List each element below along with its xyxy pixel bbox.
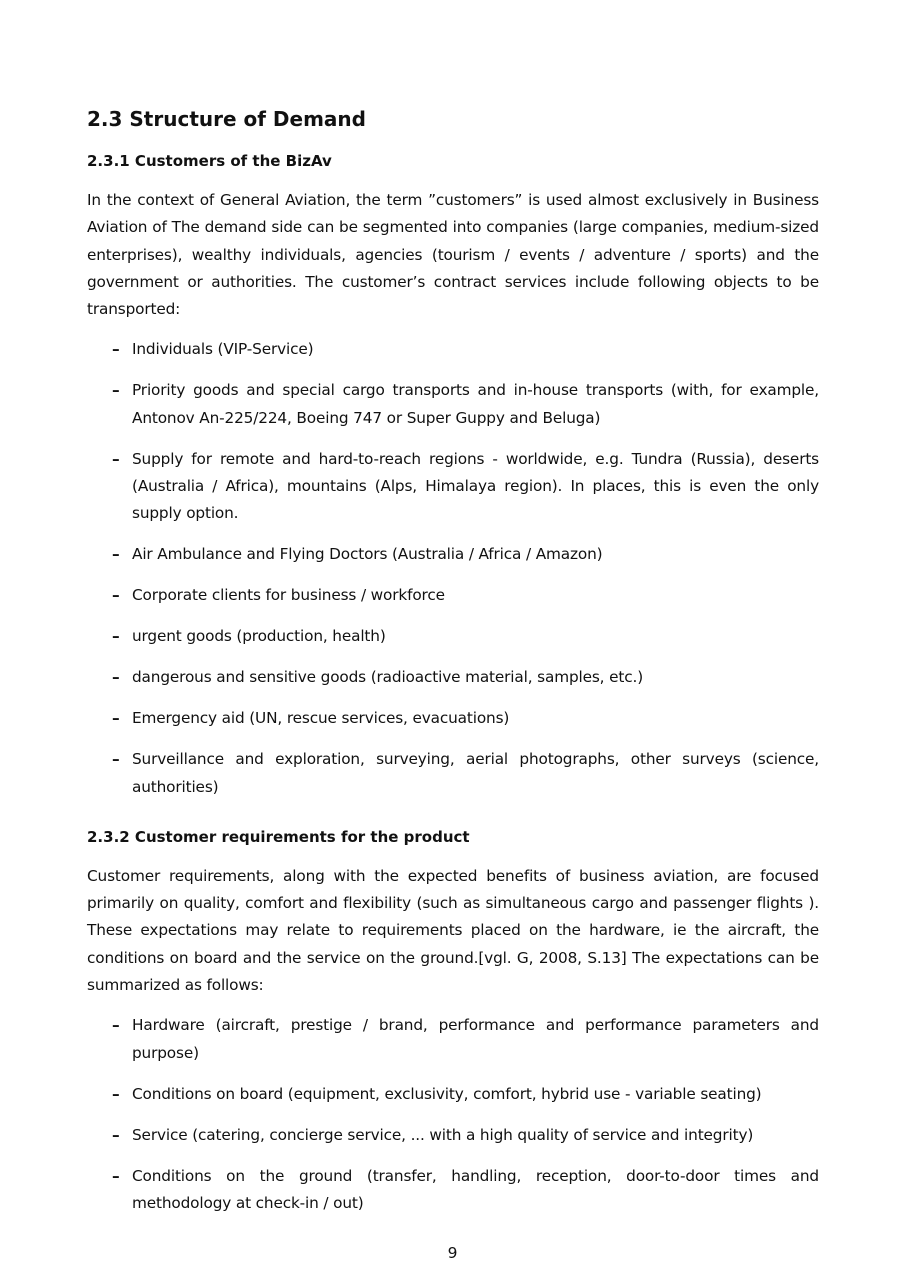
list-item [87, 336, 819, 363]
list-item [87, 541, 819, 568]
list-item-text: Conditions on board (equipment, exclusivity, comfort, hybrid use - variable seating) [132, 1084, 762, 1103]
list-item [87, 1081, 819, 1108]
bullet-dash: – [112, 381, 120, 400]
bullet-dash: – [112, 1016, 120, 1035]
list-item [87, 1163, 819, 1218]
list-item [87, 623, 819, 650]
list-item-text: Surveillance and exploration, surveying, aerial photographs, other surveys (science, authorities) [132, 750, 819, 796]
list-item [87, 377, 819, 432]
requirements-list [87, 1012, 819, 1217]
list-item-text: Priority goods and special cargo transports and in-house transports (with, for example, Antonov An-225/224, Boeing 747 or Super Guppy and Beluga) [132, 381, 819, 427]
bullet-dash: – [112, 1084, 120, 1103]
bullet-dash: – [112, 1125, 120, 1144]
bullet-dash: – [112, 449, 120, 468]
list-item-text: Corporate clients for business / workforce [132, 586, 445, 605]
list-item [87, 582, 819, 609]
bullet-dash: – [112, 627, 120, 646]
bullet-dash: – [112, 340, 120, 359]
list-item-text: Hardware (aircraft, prestige / brand, performance and performance parameters and purpose) [132, 1016, 819, 1062]
bullet-dash: – [112, 1166, 120, 1185]
bullet-dash: – [112, 709, 120, 728]
list-item-text: Individuals (VIP-Service) [132, 340, 314, 359]
list-item [87, 1012, 819, 1067]
subsection-heading-requirements: 2.3.2 Customer requirements for the product [87, 827, 470, 846]
bullet-dash: – [112, 586, 120, 605]
page-content [87, 104, 819, 1231]
bullet-dash: – [112, 545, 120, 564]
list-item [87, 705, 819, 732]
list-item-text: Air Ambulance and Flying Doctors (Australia / Africa / Amazon) [132, 545, 603, 564]
list-item-text: Supply for remote and hard-to-reach regions - worldwide, e.g. Tundra (Russia), deserts (Australia / Africa), mountains (Alps, Himalaya region). In places, this is even the only supply option. [132, 449, 819, 523]
list-item-text: Conditions on the ground (transfer, handling, reception, door-to-door times and methodology at check-in / out) [132, 1166, 819, 1212]
list-item [87, 446, 819, 528]
list-item [87, 1122, 819, 1149]
list-item-text: Service (catering, concierge service, ... with a high quality of service and integrity) [132, 1125, 754, 1144]
customers-list [87, 336, 819, 800]
section-heading: 2.3 Structure of Demand [87, 107, 366, 131]
subsection-heading-customers: 2.3.1 Customers of the BizAv [87, 152, 332, 170]
bullet-dash: – [112, 750, 120, 769]
list-item [87, 746, 819, 801]
list-item-text: urgent goods (production, health) [132, 627, 386, 646]
list-item-text: dangerous and sensitive goods (radioactive material, samples, etc.) [132, 668, 644, 687]
requirements-paragraph: Customer requirements, along with the expected benefits of business aviation, are focused primarily on quality, comfort and flexibility (such as simultaneous cargo and passenger flights ). These expectations may relate to requirements placed on the hardware, ie the aircraft, the conditions on board and the service on the ground.[vgl. G, 2008, S.13] The expectations can be summarized as follows: [87, 866, 819, 995]
customers-paragraph: In the context of General Aviation, the term ”customers” is used almost exclusively in Business Aviation of The demand side can be segmented into companies (large companies, medium-sized enterprises), wealthy individuals, agencies (tourism / events / adventure / sports) and the government or authorities. The customer’s contract services include following objects to be transported: [87, 191, 819, 319]
page-number: 9 [447, 1244, 458, 1262]
list-item-text: Emergency aid (UN, rescue services, evacuations) [132, 709, 510, 728]
list-item [87, 664, 819, 691]
bullet-dash: – [112, 668, 120, 687]
